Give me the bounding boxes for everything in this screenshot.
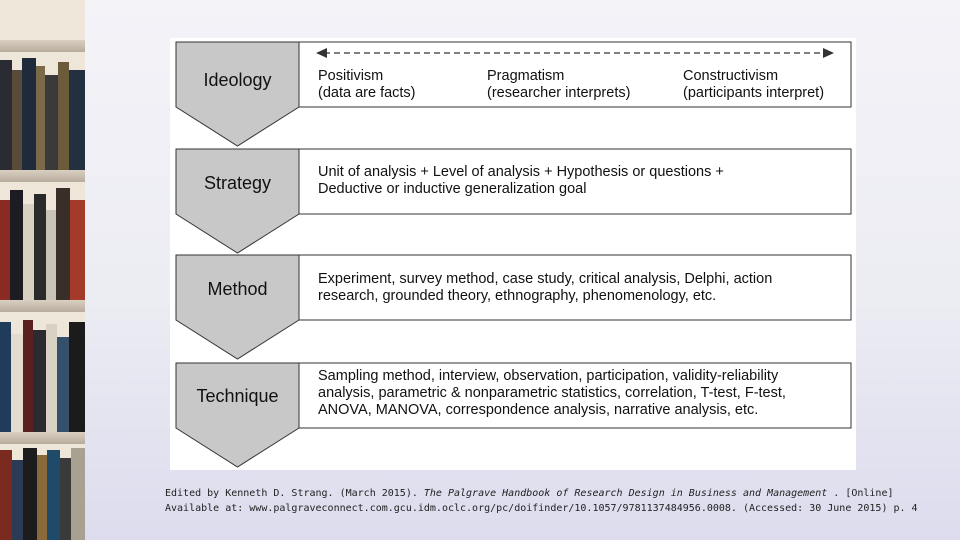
- column-title: Pragmatism: [487, 68, 565, 84]
- citation: [165, 486, 918, 516]
- column-subtitle: (researcher interprets): [487, 85, 631, 101]
- citation-line-1: [165, 486, 905, 501]
- technique-line: Sampling method, interview, observation, participation, validity-reliability: [318, 368, 779, 384]
- bookshelf-photo: [0, 0, 85, 540]
- shelf-board: [0, 40, 85, 52]
- stage-label-method: Method: [207, 279, 268, 299]
- ideology-column-pragmatism: [487, 68, 630, 102]
- stage-label-ideology: Ideology: [203, 70, 272, 90]
- strategy-line: Unit of analysis + Level of analysis + Hypothesis or questions +: [318, 164, 724, 180]
- column-subtitle: (participants interpret): [683, 85, 825, 101]
- technique-line: analysis, parametric & nonparametric statistics, correlation, T-test, F-test,: [318, 385, 786, 401]
- book-row: [0, 312, 85, 432]
- technique-line: ANOVA, MANOVA, correspondence analysis, narrative analysis, etc.: [318, 402, 759, 418]
- technique-text: [318, 368, 786, 419]
- ideology-column-positivism: [318, 68, 416, 102]
- method-line: research, grounded theory, ethnography, phenomenology, etc.: [318, 288, 717, 304]
- citation-prefix: Edited by Kenneth D. Strang. (March 2015).: [165, 488, 424, 499]
- stage-label-technique: Technique: [196, 386, 279, 406]
- method-line: Experiment, survey method, case study, critical analysis, Delphi, action: [318, 271, 773, 287]
- shelf-board: [0, 300, 85, 312]
- shelf-board: [0, 170, 85, 182]
- book-row: [0, 52, 85, 170]
- chevron-technique: [176, 363, 299, 467]
- stage-label-strategy: Strategy: [203, 173, 272, 193]
- ideology-column-constructivism: [683, 68, 824, 102]
- column-subtitle: (data are facts): [318, 85, 416, 101]
- column-title: Constructivism: [683, 68, 779, 84]
- strategy-line: Deductive or inductive generalization goal: [318, 181, 587, 197]
- method-text: [318, 271, 772, 305]
- research-design-diagram: [170, 38, 856, 470]
- citation-title: The Palgrave Handbook of Research Design in Business and Management: [423, 488, 828, 499]
- strategy-text: [318, 164, 724, 198]
- citation-line-2: Available at: www.palgraveconnect.com.gcu.idm.oclc.org/pc/doifinder/10.1057/9781137484956.0008. (Accessed: 30 June 2015) p. 4: [165, 503, 918, 514]
- chevron-method: [176, 255, 299, 359]
- shelf-board: [0, 432, 85, 444]
- book-row: [0, 182, 85, 300]
- citation-suffix: . [Online]: [827, 488, 894, 499]
- chevron-ideology: [176, 42, 299, 146]
- chevron-strategy: [176, 149, 299, 253]
- column-title: Positivism: [318, 68, 384, 84]
- book-row: [0, 444, 85, 540]
